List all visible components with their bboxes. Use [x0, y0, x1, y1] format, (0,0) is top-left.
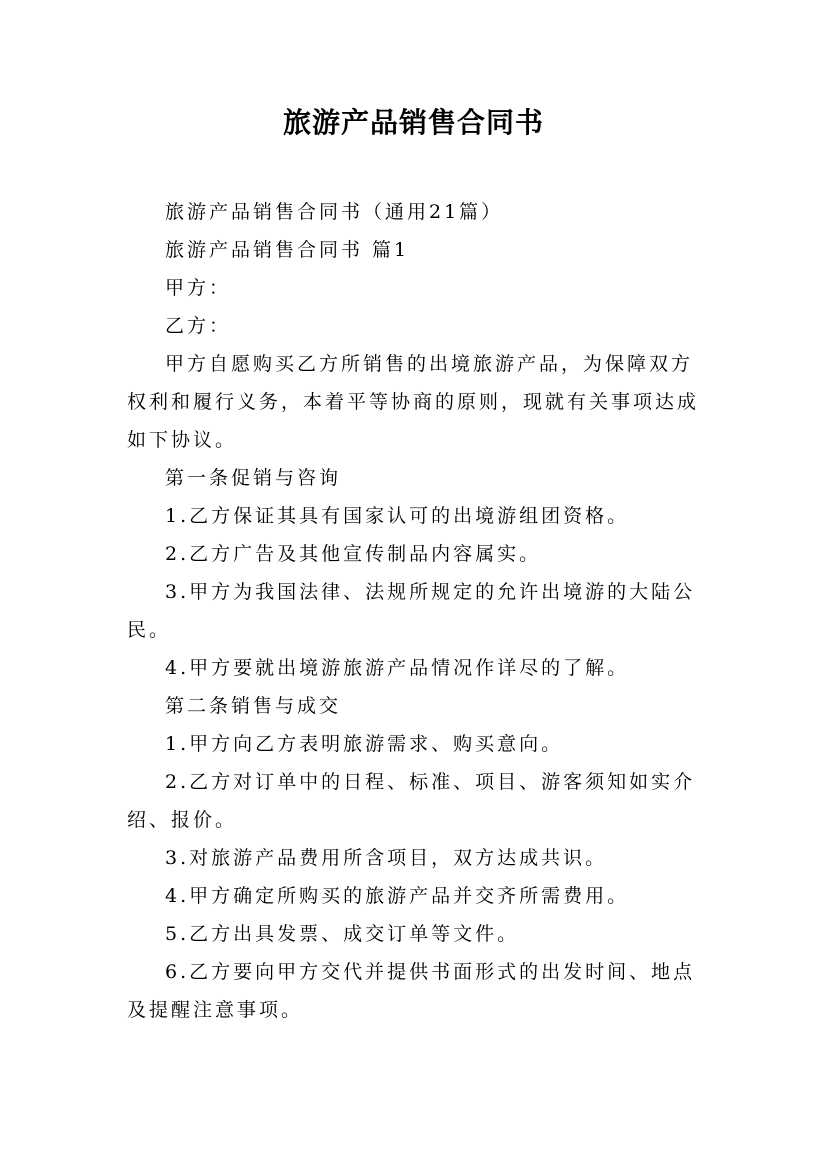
document-body [127, 193, 707, 1029]
paragraph-article-1-item-3: 3.甲方为我国法律、法规所规定的允许出境游的大陆公民。 [127, 581, 696, 641]
paragraph-article-1-item-2: 2.乙方广告及其他宣传制品内容属实。 [165, 543, 542, 565]
paragraph-article-2-item-6: 6.乙方要向甲方交代并提供书面形式的出发时间、地点及提醒注意事项。 [127, 961, 696, 1021]
paragraph-section-heading: 旅游产品销售合同书 篇1 [165, 239, 410, 261]
paragraph-article-2-item-5: 5.乙方出具发票、成交订单等文件。 [165, 923, 520, 945]
paragraph-intro: 甲方自愿购买乙方所销售的出境旅游产品，为保障双方权利和履行义务，本着平等协商的原则，现就有关事项达成如下协议。 [127, 353, 700, 451]
paragraph-subtitle: 旅游产品销售合同书（通用21篇） [165, 201, 504, 223]
paragraph-article-2-item-3: 3.对旅游产品费用所含项目，双方达成共识。 [165, 847, 608, 869]
paragraph-article-1-item-1: 1.乙方保证其具有国家认可的出境游组团资格。 [165, 505, 630, 527]
paragraph-article-1-item-4: 4.甲方要就出境游旅游产品情况作详尽的了解。 [165, 657, 630, 679]
paragraph-article-2-heading: 第二条销售与成交 [165, 695, 342, 717]
paragraph-article-2-item-4: 4.甲方确定所购买的旅游产品并交齐所需费用。 [165, 885, 630, 907]
paragraph-party-a: 甲方： [165, 277, 232, 299]
paragraph-party-b: 乙方： [165, 315, 232, 337]
paragraph-article-1-heading: 第一条促销与咨询 [165, 467, 342, 489]
document-title: 旅游产品销售合同书 [282, 106, 544, 139]
paragraph-article-2-item-2: 2.乙方对订单中的日程、标准、项目、游客须知如实介绍、报价。 [127, 771, 696, 831]
paragraph-article-2-item-1: 1.甲方向乙方表明旅游需求、购买意向。 [165, 733, 564, 755]
